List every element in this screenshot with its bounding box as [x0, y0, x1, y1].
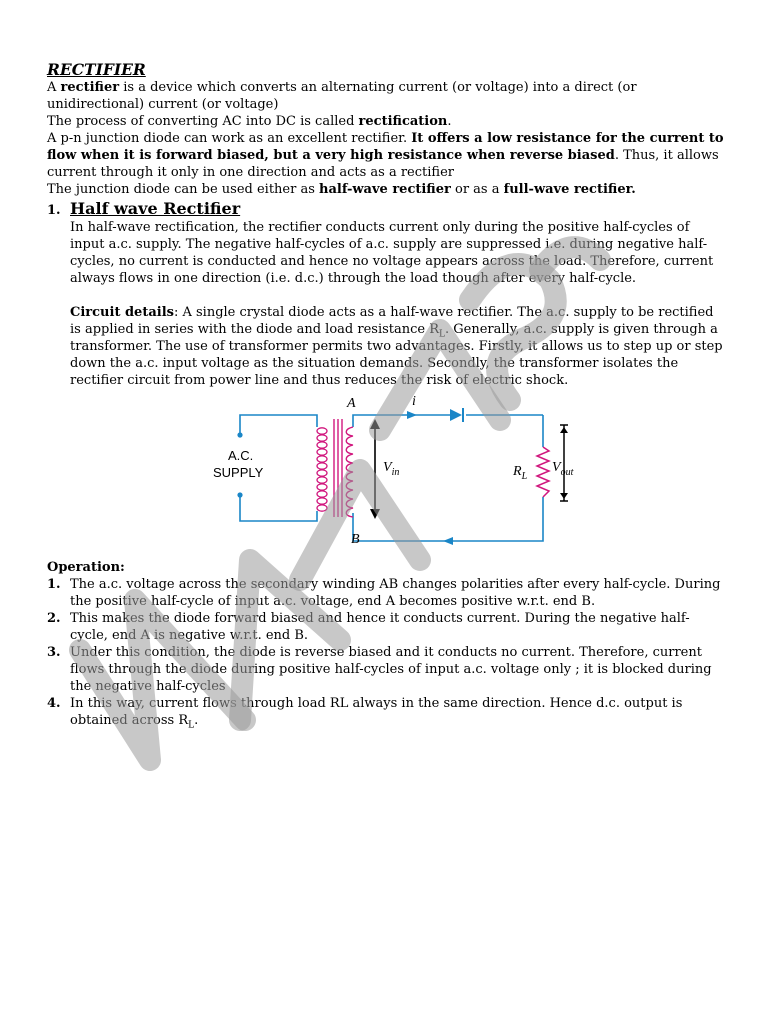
text-run: . Generally, a.c. supply is given through a transformer. The use of transformer permits two advantages. Firstly, it allows us to step up or step down the a.c. input voltage as the situation demands. Secondly, the transformer isolates the rectifier circuit from power line and thus reduces the risk of electric shock. — [70, 322, 723, 388]
section-heading — [47, 199, 727, 219]
current-arrow-top — [407, 411, 417, 419]
intro-paragraph-3 — [47, 130, 727, 181]
list-item — [47, 576, 727, 610]
list-text: The a.c. voltage across the secondary winding AB changes polarities after every half-cycle. During the positive half-cycle of input a.c. voltage, end A becomes positive w.r.t. end B. — [70, 577, 721, 609]
list-number: 4. — [47, 696, 61, 711]
primary-wire-top — [240, 415, 317, 433]
terminal-label-b: B — [351, 532, 360, 547]
vin-label: $V_{in}$ — [383, 460, 400, 478]
list-number: 1. — [47, 577, 61, 592]
list-number: 3. — [47, 645, 61, 660]
list-item — [47, 644, 727, 695]
bold-statement: It offers a low resistance for the current to flow when it is forward biased, but a very high resistance when reverse biased — [47, 131, 724, 163]
list-item — [47, 610, 727, 644]
section-number: 1. — [47, 203, 61, 218]
intro-paragraph-2 — [47, 113, 727, 130]
subscript: L — [188, 720, 195, 731]
text-run: A — [47, 80, 61, 95]
vin-arrow — [370, 419, 380, 519]
diode-icon — [450, 408, 463, 422]
half-wave-circuit-diagram — [205, 389, 585, 553]
transformer-core — [334, 419, 342, 517]
list-item — [47, 695, 727, 729]
circuit-details-paragraph — [70, 304, 727, 389]
rl-label: $R_L$ — [513, 464, 528, 482]
text-run: The process of converting AC into DC is called — [47, 114, 359, 129]
list-text — [70, 695, 727, 729]
intro-paragraph-1 — [47, 79, 727, 113]
supply-terminal-bottom — [237, 492, 242, 497]
operation-list — [47, 576, 727, 729]
section-title: Half wave Rectifier — [70, 199, 241, 218]
page-title: RECTIFIER — [47, 60, 146, 79]
vout-label: $V_{out}$ — [552, 460, 574, 478]
section-body — [70, 219, 727, 389]
text-run: : A single crystal diode acts as a half-wave rectifier. The a.c. supply to be rectified is applied in series with the diode and load resistance R — [70, 305, 714, 337]
text-run: In this way, current flows through load RL always in the same direction. Hence d.c. output is obtained across R — [70, 696, 683, 728]
supply-label-line2: SUPPLY — [213, 465, 264, 480]
text-run: or as a — [450, 182, 504, 197]
secondary-wire-top — [353, 415, 450, 427]
text-run: . Thus, it allows current through it only in one direction and acts as a rectifier — [47, 148, 719, 180]
list-text: This makes the diode forward biased and hence it conducts current. During the negative half-cycle, end A is negative w.r.t. end B. — [70, 611, 690, 643]
supply-terminal-top — [237, 432, 242, 437]
terminal-label-a: A — [347, 396, 356, 411]
document-page — [47, 60, 727, 729]
primary-coil — [317, 428, 327, 511]
list-number: 2. — [47, 611, 61, 626]
term-half-wave: half-wave rectifier — [319, 182, 451, 197]
text-run: . — [447, 114, 452, 129]
circuit-svg — [205, 389, 585, 553]
subscript: L — [439, 329, 446, 340]
supply-label-line1: A.C. — [228, 448, 254, 463]
text-run: . — [194, 713, 199, 728]
secondary-coil — [346, 427, 353, 517]
wire-load-bottom — [353, 497, 543, 541]
section-paragraph-1: In half-wave rectification, the rectifier conducts current only during the positive half-cycles of input a.c. supply. The negative half-cycles of a.c. supply are suppressed i.e. during negative half-cycles, no current is conducted and hence no voltage appears across the load. Therefore, current always flows in one direction (i.e. d.c.) through the load though after every half-cycle. — [70, 220, 714, 286]
intro-paragraph-4 — [47, 181, 727, 198]
vout-arrow — [560, 425, 568, 501]
operation-heading: Operation: — [47, 560, 125, 575]
term-full-wave: full-wave rectifier. — [503, 182, 636, 197]
text-run: is a device which converts an alternating current (or voltage) into a direct (or unidirectional) current (or voltage) — [47, 80, 637, 112]
term-rectifier: rectifier — [60, 80, 120, 95]
list-text: Under this condition, the diode is reverse biased and it conducts no current. Therefore, current flows through the diode during positive half-cycles of input a.c. voltage only ; it is blocked during the negative half-cycles — [70, 645, 712, 694]
text-run: The junction diode can be used either as — [47, 182, 320, 197]
load-resistor — [537, 447, 549, 497]
circuit-details-label: Circuit details — [70, 305, 174, 320]
current-arrow-bottom — [443, 537, 453, 545]
text-run: A p-n junction diode can work as an excellent rectifier. — [47, 131, 412, 146]
term-rectification: rectification — [358, 114, 448, 129]
current-label-i: i — [412, 394, 416, 409]
primary-wire-bottom — [240, 497, 317, 521]
